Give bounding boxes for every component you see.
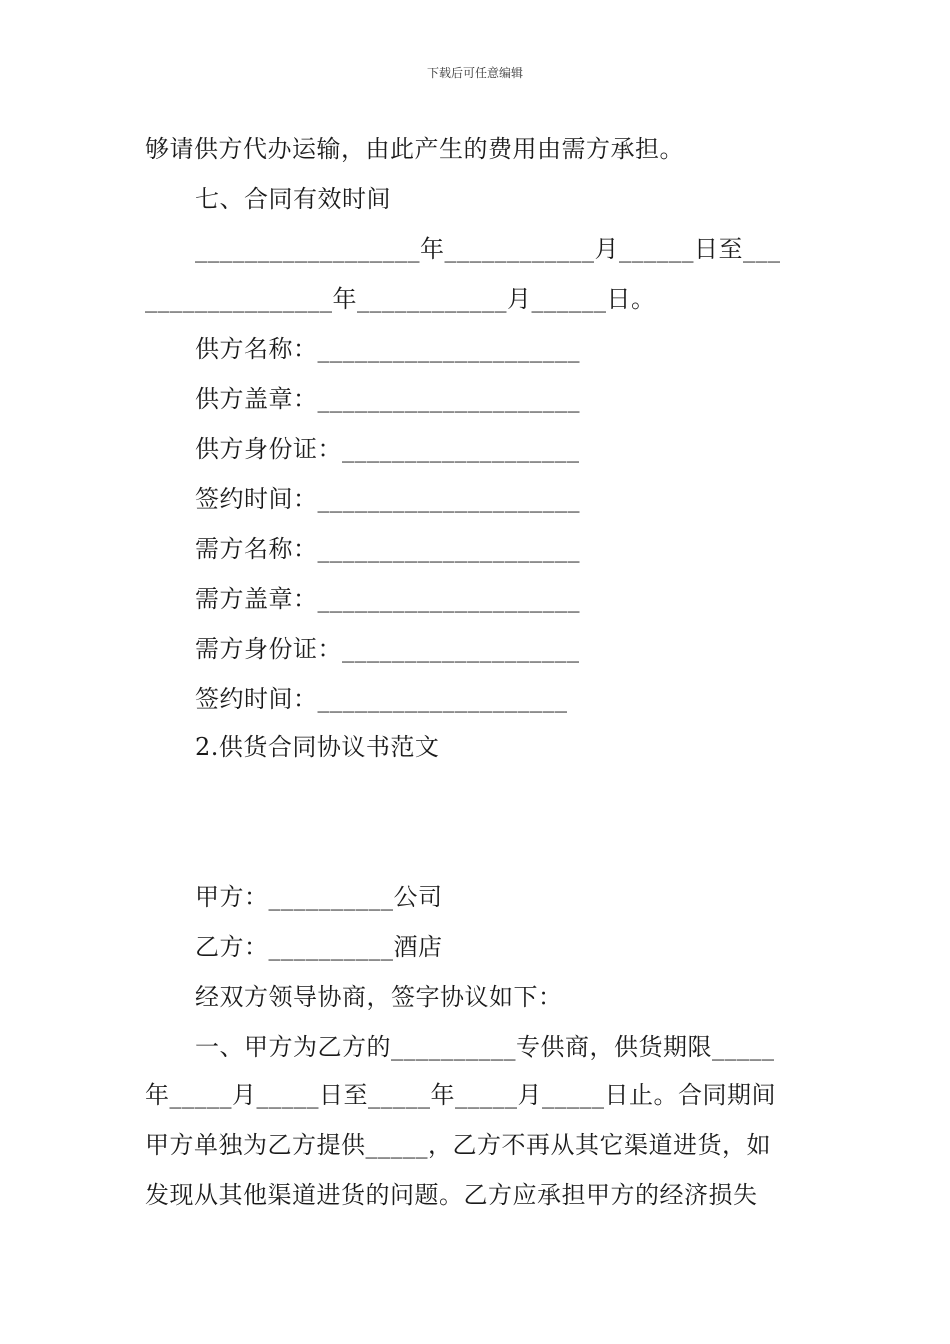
supplier-sign-date-field: 签约时间：_____________________: [195, 485, 580, 513]
section-heading-validity: 七、合同有效时间: [195, 185, 391, 213]
buyer-id-field: 需方身份证：___________________: [195, 635, 580, 663]
supplier-id-field: 供方身份证：___________________: [195, 435, 580, 463]
section-title-sample: 2.供货合同协议书范文: [195, 733, 440, 761]
clause-1-line-2: 年_____月_____日至_____年_____月_____日止。合同期间: [145, 1081, 776, 1109]
date-range-line-2: _______________年____________月______日。: [145, 285, 656, 313]
agreement-intro: 经双方领导协商，签字协议如下：: [195, 983, 563, 1011]
buyer-seal-field: 需方盖章：_____________________: [195, 585, 580, 613]
party-b-field: 乙方：__________酒店: [195, 933, 443, 961]
clause-1-line-4: 发现从其他渠道进货的问题。乙方应承担甲方的经济损失: [145, 1181, 758, 1209]
clause-1-line-1: 一、甲方为乙方的__________专供商，供货期限_____: [195, 1033, 775, 1061]
party-a-field: 甲方：__________公司: [195, 883, 443, 911]
supplier-name-field: 供方名称：_____________________: [195, 335, 580, 363]
text-line-continuation: 够请供方代办运输，由此产生的费用由需方承担。: [145, 135, 684, 163]
date-range-line-1: __________________年____________月______日至___: [195, 235, 781, 263]
buyer-sign-date-field: 签约时间：____________________: [195, 685, 568, 713]
clause-1-line-3: 甲方单独为乙方提供_____，乙方不再从其它渠道进货，如: [145, 1131, 771, 1159]
buyer-name-field: 需方名称：_____________________: [195, 535, 580, 563]
supplier-seal-field: 供方盖章：_____________________: [195, 385, 580, 413]
page-header-note: 下载后可任意编辑: [426, 66, 523, 80]
